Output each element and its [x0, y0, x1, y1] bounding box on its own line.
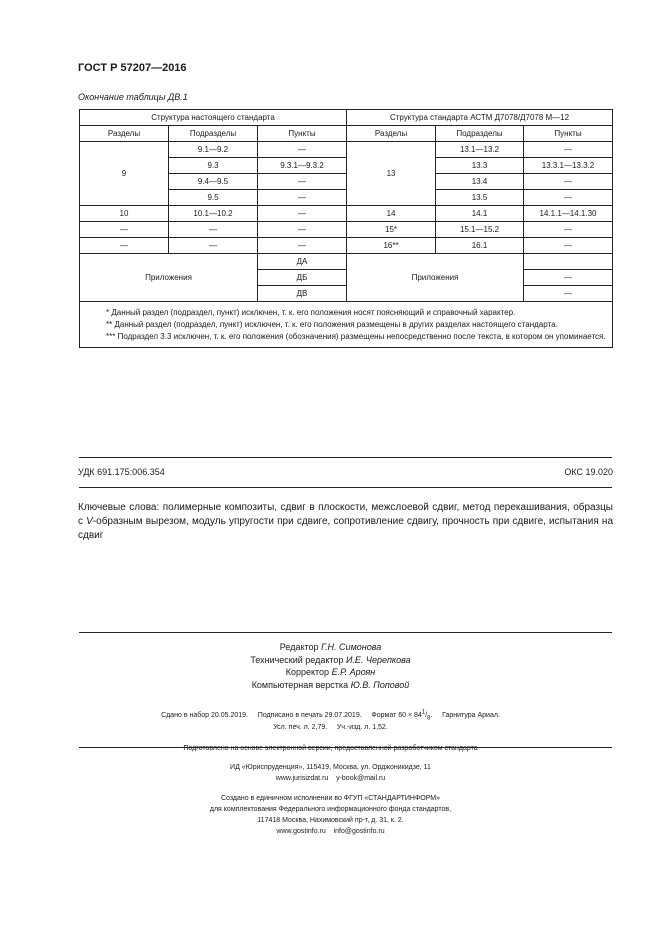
table-cell: 14.1	[436, 206, 524, 222]
publisher-site: www.jurisizdat.ru	[275, 775, 329, 782]
structure-comparison-table	[79, 109, 613, 348]
table-cell: 14	[347, 206, 436, 222]
oks-code: ОКС 19.020	[564, 467, 613, 477]
table-column-header-row	[80, 126, 613, 142]
table-cell: —	[258, 190, 347, 206]
publisher-address: ИД «Юриспруденция», 115419, Москва, ул. Орджоникидзе, 11	[230, 764, 431, 771]
credit-role: Компьютерная верстка	[251, 679, 349, 690]
table-cell: 13	[347, 142, 436, 206]
table-cell: 10.1—10.2	[169, 206, 258, 222]
signed-date: Подписано в печать 29.07.2019.	[257, 712, 362, 719]
table-cell: —	[258, 174, 347, 190]
table-cell: 13.5	[436, 190, 524, 206]
column-header: Разделы	[347, 126, 436, 142]
table-cell: 13.1—13.2	[436, 142, 524, 158]
credit-role: Редактор	[279, 642, 319, 652]
table-cell: —	[258, 222, 347, 238]
spacer	[0, 784, 661, 793]
table-cell: 13.3.1—13.3.2	[524, 158, 613, 174]
table-cell: 9.4—9.5	[169, 174, 258, 190]
table-cell	[524, 254, 613, 270]
spacer	[0, 734, 661, 743]
appendices-label-left: Приложения	[80, 254, 258, 302]
column-header: Разделы	[80, 126, 169, 142]
pub-sheets: Уч.-изд. л. 1,52.	[336, 724, 388, 731]
table-cell: 14.1.1—14.1.30	[524, 206, 613, 222]
table-group-header-row	[80, 110, 613, 126]
table-cell: —	[258, 142, 347, 158]
table-cell: —	[80, 222, 169, 238]
table-cell: —	[258, 206, 347, 222]
table-cell: 9.3	[169, 158, 258, 174]
submitted-date: Сдано в набор 20.05.2019.	[161, 712, 248, 719]
column-header: Подразделы	[169, 126, 258, 142]
table-cell: 16.1	[436, 238, 524, 254]
table-caption: Окончание таблицы ДВ.1	[78, 92, 188, 102]
table-cell: 9.1—9.2	[169, 142, 258, 158]
table-row	[80, 142, 613, 158]
table-note: ** Данный раздел (подраздел, пункт) исключен, т. к. его положения размещены в других разделах настоящего стандарта.	[106, 320, 558, 329]
table-cell: —	[524, 174, 613, 190]
table-cell: —	[524, 238, 613, 254]
table-cell: 9	[80, 142, 169, 206]
table-cell: —	[524, 190, 613, 206]
created-line-2: для комплектования Федерального информационного фонда стандартов,	[209, 806, 452, 813]
table-cell: 15*	[347, 222, 436, 238]
print-line	[0, 722, 661, 734]
standartinform-email: info@gostinfo.ru	[333, 828, 385, 835]
table-cell: 16**	[347, 238, 436, 254]
keywords-text: Ключевые слова: полимерные композиты, сдвиг в плоскости, межслоевой сдвиг, метод перекашивания, образцы с	[78, 502, 613, 527]
format-numerator: 1	[421, 709, 426, 716]
table-cell: ДА	[258, 254, 347, 270]
standartinform-address: 117418 Москва, Нахимовский пр-т, д. 31, к. 2.	[257, 817, 404, 824]
appendices-label-right: Приложения	[347, 254, 524, 302]
publisher-contacts	[0, 773, 661, 784]
separator-line	[79, 487, 612, 488]
created-line: Создано в единичном исполнении во ФГУП «СТАНДАРТИНФОРМ»	[220, 795, 441, 802]
table-notes	[80, 302, 613, 348]
separator-line	[79, 632, 612, 633]
keywords-letter: V	[86, 516, 93, 527]
separator-line	[79, 747, 612, 748]
table-cell: 9.3.1—9.3.2	[258, 158, 347, 174]
credit-layout	[0, 679, 661, 692]
keywords-text-rest: -образным вырезом, модуль упругости при сдвиге, сопротивление сдвигу, прочность при сдвиге, испытания на сдвиг	[78, 516, 614, 541]
column-header: Подразделы	[436, 126, 524, 142]
table-notes-row	[80, 302, 613, 348]
print-line: Сдано в набор 20.05.2019. Подписано в печать 29.07.2019. Формат $60 \times 84^1/_8$. Гарнитура Ариал.	[161, 709, 500, 722]
table-cell: 9.5	[169, 190, 258, 206]
print-sheets: Усл. печ. л. 2,79.	[273, 724, 328, 731]
publisher-email: y-book@mail.ru	[336, 775, 386, 782]
udc-code: УДК 691.175:006.354	[78, 467, 165, 477]
table-cell: —	[169, 222, 258, 238]
appendix-row	[80, 254, 613, 270]
table-note: *** Подраздел 3.3 исключен, т. к. его положения (обозначения) размещены непосредственно после текста, в котором он упоминается.	[106, 332, 606, 341]
table-row	[80, 206, 613, 222]
table-cell: —	[169, 238, 258, 254]
table-cell: 15.1—15.2	[436, 222, 524, 238]
standartinform-contacts	[0, 826, 661, 837]
prepared-note: Подготовлено на основе электронной версии, предоставленной разработчиком стандарта	[183, 745, 478, 752]
left-group-header: Структура настоящего стандарта	[80, 110, 347, 126]
table-cell: 13.3	[436, 158, 524, 174]
standartinform-site: www.gostinfo.ru	[276, 828, 326, 835]
column-header: Пункты	[524, 126, 613, 142]
credit-corrector	[0, 666, 661, 679]
table-cell: —	[524, 270, 613, 286]
table-cell: 10	[80, 206, 169, 222]
separator-line	[79, 457, 612, 458]
table-cell: —	[80, 238, 169, 254]
column-header: Пункты	[258, 126, 347, 142]
table-cell: 13.4	[436, 174, 524, 190]
print-info-block	[0, 710, 661, 755]
table-cell: —	[524, 142, 613, 158]
credits-block	[0, 641, 661, 691]
table-row	[80, 222, 613, 238]
publisher-block	[0, 762, 661, 837]
right-group-header: Структура стандарта АСТМ Д7078/Д7078 М—12	[347, 110, 613, 126]
credit-role: Корректор	[285, 667, 330, 677]
credit-name: Ю.В. Поповой	[350, 679, 410, 690]
table-cell: —	[258, 238, 347, 254]
keywords-paragraph	[78, 501, 613, 543]
font-info: Гарнитура Ариал.	[442, 712, 500, 719]
table-row	[80, 238, 613, 254]
credit-role: Технический редактор	[250, 654, 344, 665]
document-code: ГОСТ Р 57207—2016	[78, 62, 187, 74]
credit-tech-editor	[0, 654, 661, 667]
format-denominator: 8	[427, 715, 431, 722]
table-note: * Данный раздел (подраздел, пункт) исключен, т. к. его положения носят поясняющий и справочный характер.	[106, 308, 516, 317]
credit-name: Е.Р. Ароян	[331, 667, 376, 677]
table-cell: ДВ	[258, 286, 347, 302]
table-cell: —	[524, 222, 613, 238]
table-cell: —	[524, 286, 613, 302]
table-cell: ДБ	[258, 270, 347, 286]
credit-editor	[0, 641, 661, 654]
credit-name: И.Е. Черепкова	[345, 654, 411, 665]
format-prefix: Формат 60 × 84	[371, 712, 422, 719]
credit-name: Г.Н. Симонова	[321, 642, 382, 652]
